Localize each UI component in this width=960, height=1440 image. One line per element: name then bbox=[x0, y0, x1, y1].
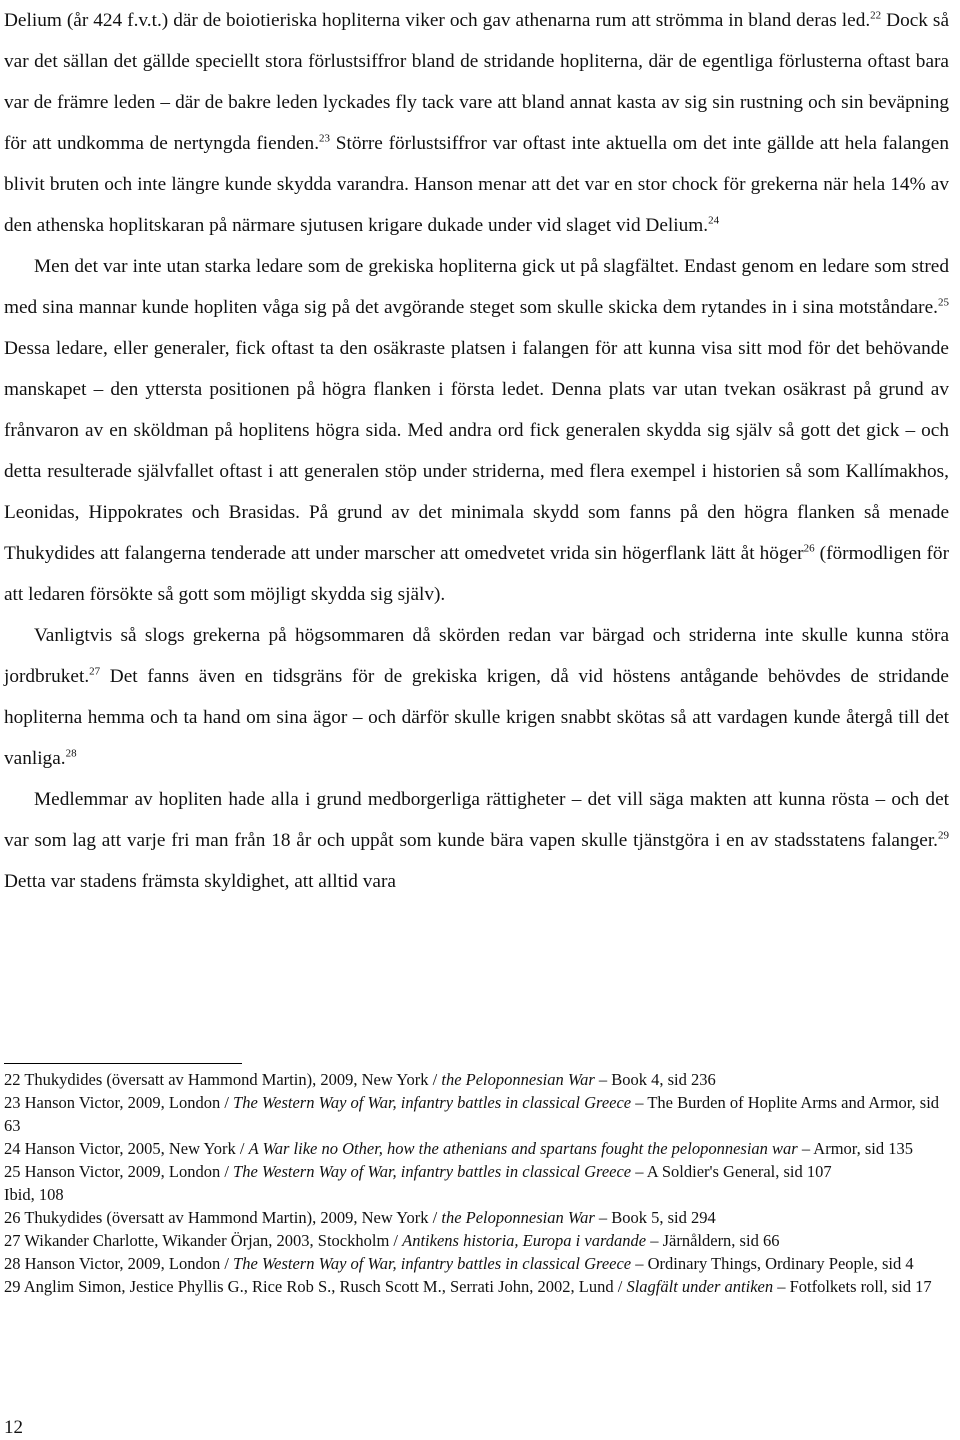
footnote-ref: 28 bbox=[65, 747, 77, 760]
paragraph bbox=[4, 0, 949, 246]
footnote bbox=[4, 1206, 944, 1229]
footnote-text: – The Burden of Hoplite Arms and Armor, sid 63 bbox=[4, 1093, 940, 1135]
footnote-text: – Järnåldern, sid 66 bbox=[646, 1231, 780, 1250]
footnote-title: The Western Way of War, infantry battles in classical Greece bbox=[233, 1162, 632, 1181]
footnote-text: 22 Thukydides (översatt av Hammond Martin), 2009, New York / bbox=[4, 1070, 442, 1089]
text-run: Medlemmar av hopliten hade alla i grund medborgerliga rättigheter – det vill säga makten att kunna rösta – och det var som lag att varje fri man från 18 år och uppåt som kunde bära vapen skulle tjänstgöra i en av stadsstatens falanger. bbox=[4, 789, 949, 851]
footnote-text: – Book 5, sid 294 bbox=[594, 1208, 716, 1227]
footnote-text: – Armor, sid 135 bbox=[797, 1139, 914, 1158]
paragraph bbox=[4, 779, 949, 902]
footnote-text: – Book 4, sid 236 bbox=[594, 1070, 716, 1089]
footnote-title: The Western Way of War, infantry battles in classical Greece bbox=[233, 1093, 632, 1112]
footnote-title: Antikens historia, Europa i vardande bbox=[402, 1231, 647, 1250]
footnote-ref: 25 bbox=[938, 296, 949, 309]
footnote-ref: 29 bbox=[938, 829, 949, 842]
footnote-text: 25 Hanson Victor, 2009, London / bbox=[4, 1162, 234, 1181]
footnote-ref: 22 bbox=[870, 9, 882, 22]
page-number: 12 bbox=[4, 1417, 23, 1438]
paragraph bbox=[4, 246, 949, 615]
footnote bbox=[4, 1160, 944, 1183]
text-run: Detta var stadens främsta skyldighet, att alltid vara bbox=[4, 871, 396, 892]
text-run: Dock så var det sällan det gällde speciellt stora förlustsiffror bland de stridande hopliterna, där de egentliga förlusterna oftast bara var de främre leden – där de bakre leden lyckades fly tack vare att bland annat kasta av sig sin rustning och sin beväpning för att undkomma de nertyngda fienden. bbox=[4, 10, 949, 154]
footnote-title: the Peloponnesian War bbox=[441, 1208, 595, 1227]
footnote bbox=[4, 1091, 944, 1137]
footnote-title: the Peloponnesian War bbox=[441, 1070, 595, 1089]
footnote-ref: 23 bbox=[319, 132, 331, 145]
footnote-separator bbox=[4, 1063, 242, 1064]
body-text bbox=[4, 0, 949, 902]
footnote-text: 28 Hanson Victor, 2009, London / bbox=[4, 1254, 234, 1273]
text-run: Vanligtvis så slogs grekerna på högsommaren då skörden redan var bärgad och striderna inte skulle kunna störa jordbruket. bbox=[4, 625, 949, 687]
text-run: Delium (år 424 f.v.t.) där de boiotieriska hopliterna viker och gav athenarna rum att strömma in bland deras led. bbox=[4, 10, 871, 31]
footnote-text: 23 Hanson Victor, 2009, London / bbox=[4, 1093, 234, 1112]
footnote bbox=[4, 1137, 944, 1160]
footnote-text: 26 Thukydides (översatt av Hammond Martin), 2009, New York / bbox=[4, 1208, 442, 1227]
footnote-title: A War like no Other, how the athenians and spartans fought the peloponnesian war bbox=[248, 1139, 798, 1158]
footnote-text: Ibid, 108 bbox=[4, 1185, 64, 1204]
text-run: Större förlustsiffror var oftast inte aktuella om det inte gällde att hela falangen blivit bruten och inte längre kunde skydda varandra. Hanson menar att det var en stor chock för grekerna när hela 14% av den athenska hoplitskaran på närmare sjutusen krigare dukade under vid slaget vid Delium. bbox=[4, 133, 949, 236]
footnote-text: 29 Anglim Simon, Jestice Phyllis G., Rice Rob S., Rusch Scott M., Serrati John, 2002, Lund / bbox=[4, 1277, 627, 1296]
text-run: Dessa ledare, eller generaler, fick oftast ta den osäkraste platsen i falangen för att kunna visa sitt mod för det behövande manskapet – den yttersta positionen på högra flanken i första ledet. Denna plats var utan tvekan osäkrast på grund av frånvaron av en sköldman på hoplitens högra sida. Med andra ord fick generalen skydda sig själv så gott det gick – och detta resulterade självfallet oftast i att generalen stöp under striderna, med flera exempel i historien så som Kallímakhos, Leonidas, Hippokrates och Brasidas. På grund av det minimala skydd som fanns på den högra flanken så menade Thukydides att falangerna tenderade att under marscher att omedvetet vrida sin högerflank lätt åt höger bbox=[4, 338, 949, 564]
text-run: Men det var inte utan starka ledare som de grekiska hopliterna gick ut på slagfältet. Endast genom en ledare som stred med sina mannar kunde hopliten våga sig på det avgörande steget som skulle skicka dem rytandes in i sina motståndare. bbox=[4, 256, 949, 318]
footnote-text: – A Soldier's General, sid 107 bbox=[631, 1162, 832, 1181]
footnote bbox=[4, 1068, 944, 1091]
footnote-text: 24 Hanson Victor, 2005, New York / bbox=[4, 1139, 249, 1158]
footnote-text: Fotfolkets roll, sid 17 bbox=[785, 1277, 932, 1296]
footnote bbox=[4, 1229, 944, 1252]
footnote-title: Slagfält under antiken – bbox=[626, 1277, 786, 1296]
paragraph bbox=[4, 615, 949, 779]
text-run: (förmodligen för att ledaren försökte så gott som möjligt skydda sig själv). bbox=[4, 543, 949, 605]
footnote bbox=[4, 1183, 944, 1206]
footnotes bbox=[4, 1068, 944, 1298]
footnote bbox=[4, 1275, 944, 1298]
footnote-title: The Western Way of War, infantry battles in classical Greece bbox=[233, 1254, 632, 1273]
footnote-ref: 24 bbox=[708, 214, 720, 227]
footnote-text: – Ordinary Things, Ordinary People, sid 4 bbox=[631, 1254, 914, 1273]
footnote bbox=[4, 1252, 944, 1275]
text-run: Det fanns även en tidsgräns för de grekiska krigen, då vid höstens antågande behövdes de stridande hopliterna hemma och ta hand om sina ägor – och därför skulle krigen snabbt skötas så att vardagen kunde återgå till det vanliga. bbox=[4, 666, 949, 769]
footnote-ref: 26 bbox=[803, 542, 815, 555]
footnote-text: 27 Wikander Charlotte, Wikander Örjan, 2003, Stockholm / bbox=[4, 1231, 403, 1250]
footnote-ref: 27 bbox=[89, 665, 101, 678]
